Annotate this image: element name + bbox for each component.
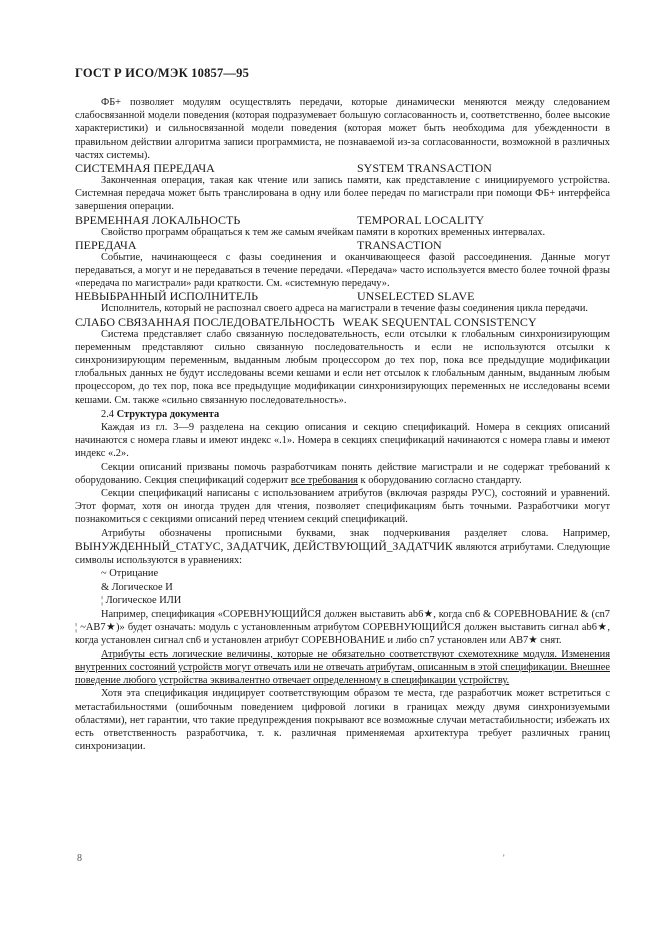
symbol-line: & Логическое И [101,581,173,593]
scan-mark: ' [503,853,505,863]
paragraph [75,527,610,568]
text-run: к оборудованию согласно стандарту. [357,474,522,486]
symbol-line: ~ Отрицание [101,568,159,580]
term-en: TEMPORAL LOCALITY [357,212,485,227]
attribute-names: ВЫНУЖДЕННЫЙ_СТАТУС, ЗАДАТЧИК, ДЕЙСТВУЮЩИЙ_ЗАДАТЧИК [75,539,453,553]
term-heading [75,162,610,174]
section-number: 2.4 [101,408,114,420]
paragraph: Законченная операция, такая как чтение или запись памяти, как представление с инициируемого устройства. Системная передача может быть транслирована в одну или более передач по магистрали при помощи ФБ+ интерфейса завершения операции. [75,175,610,213]
term-heading [75,239,610,251]
paragraph: Свойство программ обращаться к тем же самым ячейкам памяти в коротких временных интервалах. [101,226,546,238]
term-heading [75,214,610,226]
term-en: SYSTEM TRANSACTION [357,161,492,176]
term-en: WEAK SEQUENTAL CONSISTENCY [342,314,537,329]
term-ru: СЛАБО СВЯЗАННАЯ ПОСЛЕДОВАТЕЛЬНОСТЬ [75,314,335,329]
term-ru: ПЕРЕДАЧА [75,237,137,252]
paragraph: Исполнитель, который не распознал своего адреса на магистрали в течение фазы соединения цикла передачи. [101,303,589,315]
section-heading [75,408,610,421]
page-content [75,96,610,753]
term-heading [75,316,610,328]
term-ru: ВРЕМЕННАЯ ЛОКАЛЬНОСТЬ [75,212,241,227]
symbol-line: ¦ Логическое ИЛИ [101,595,182,607]
paragraph: Хотя эта спецификация индицирует соответствующим образом те места, где разработчик может встретиться с метастабильностями (ошибочным поведением цифровой логики в границах между двумя синхронизуемыми областями), нет гарантии, что такие предупреждения покрывают все возможные случаи метастабильности; избежать их есть ответственность разработчика, т. к. различная применяемая архитектура требует различных границ синхронизации. [75,688,610,753]
term-ru: СИСТЕМНАЯ ПЕРЕДАЧА [75,161,215,176]
underlined-text: все требования [290,474,358,486]
paragraph: Секции спецификаций написаны с использованием атрибутов (включая разряды РУС), состояний и уравнений. Этот формат, хотя он иногда труден для чтения, позволяет спецификациям быть точными. Разработчики могут познакомиться с секциями описаний перед чтением секций спецификаций. [75,488,610,526]
section-title: Структура документа [116,408,220,420]
page-header: ГОСТ Р ИСО/МЭК 10857—95 [75,66,250,80]
text-run: являются атрибутами. Следующие символы используются в уравнениях: [75,541,610,567]
paragraph: Например, спецификация «СОРЕВНУЮЩИЙСЯ должен выставить ab6★, когда cn6 & СОРЕВНОВАНИЕ & (cn7 ¦ ~AB7★)» будет означать: модуль с установленным атрибутом СОРЕВНУЮЩИЙСЯ должен выставить сигнал ab6★, когда установлен сигнал cn6 и установлен атрибут СОРЕВНОВАНИЕ и либо cn7 установлен или AB7★ снят. [75,609,610,647]
term-en: TRANSACTION [357,237,442,252]
text-run: Атрибуты обозначены прописными буквами, знак подчеркивания разделяет слова. Например, [101,527,610,539]
paragraph: ФБ+ позволяет модулям осуществлять передачи, которые динамически меняются между следованием слабосвязанной модели поведения (которая подразумевает большую согласованность и, соответственно, более высокие характеристики) и сильносвязанной модели поведения (которая может быть необходима для убежденности в правильном действии алгоритма записи программиста, не познаваемой из-за согласованности, возможной в различных частях системы). [75,97,610,161]
term-ru: НЕВЫБРАННЫЙ ИСПОЛНИТЕЛЬ [75,289,259,304]
paragraph: Система представляет слабо связанную последовательность, если отсылки к глобальным синхронизирующим переменным представляют сильно связанную последовательность и если не используются отсылки к синхронизирующим переменным, выданным любым процессором до тех пор, пока все предыдущие модификации глобальных данных не будут исследованы всеми кешами и если нет отсылок к глобальным данным, выданным любым процессором, до тех пор, пока все предыдущие модификации синхронизирующих переменных не исследованы всеми кешами. См. также «сильно связанную последовательность». [75,328,610,406]
underlined-paragraph: Атрибуты есть логические величины, которые не обязательно соответствуют схемотехнике модуля. Изменения внутренних состояний устройств могут отвечать или не отвечать атрибутам, описанным в этой спецификации. Внешнее поведение любого устройства эквивалентно отвечает определенному в спецификации устройству. [75,648,610,687]
paragraph [75,461,610,487]
page-number: 8 [77,853,82,864]
paragraph: Каждая из гл. 3—9 разделена на секцию описания и секцию спецификаций. Номера в секциях описаний начинаются с номера главы и имеют индекс «.1». Номера в секциях спецификаций начинаются с номера главы и имеют индекс «.2». [75,422,610,460]
paragraph: Событие, начинающееся с фазы соединения и оканчивающееся фазой рассоединения. Данные могут передаваться, а могут и не передаваться в течение передачи. «Передача» часто используется вместо более точной фразы «передача по магистрали» ради краткости. См. «системную передачу». [75,251,610,290]
term-en: UNSELECTED SLAVE [357,289,475,304]
text-run: Секции описаний призваны помочь разработчикам понять действие магистрали и не содержат требований к оборудованию. Секция спецификаций содержит [75,461,610,486]
term-heading [75,290,610,302]
